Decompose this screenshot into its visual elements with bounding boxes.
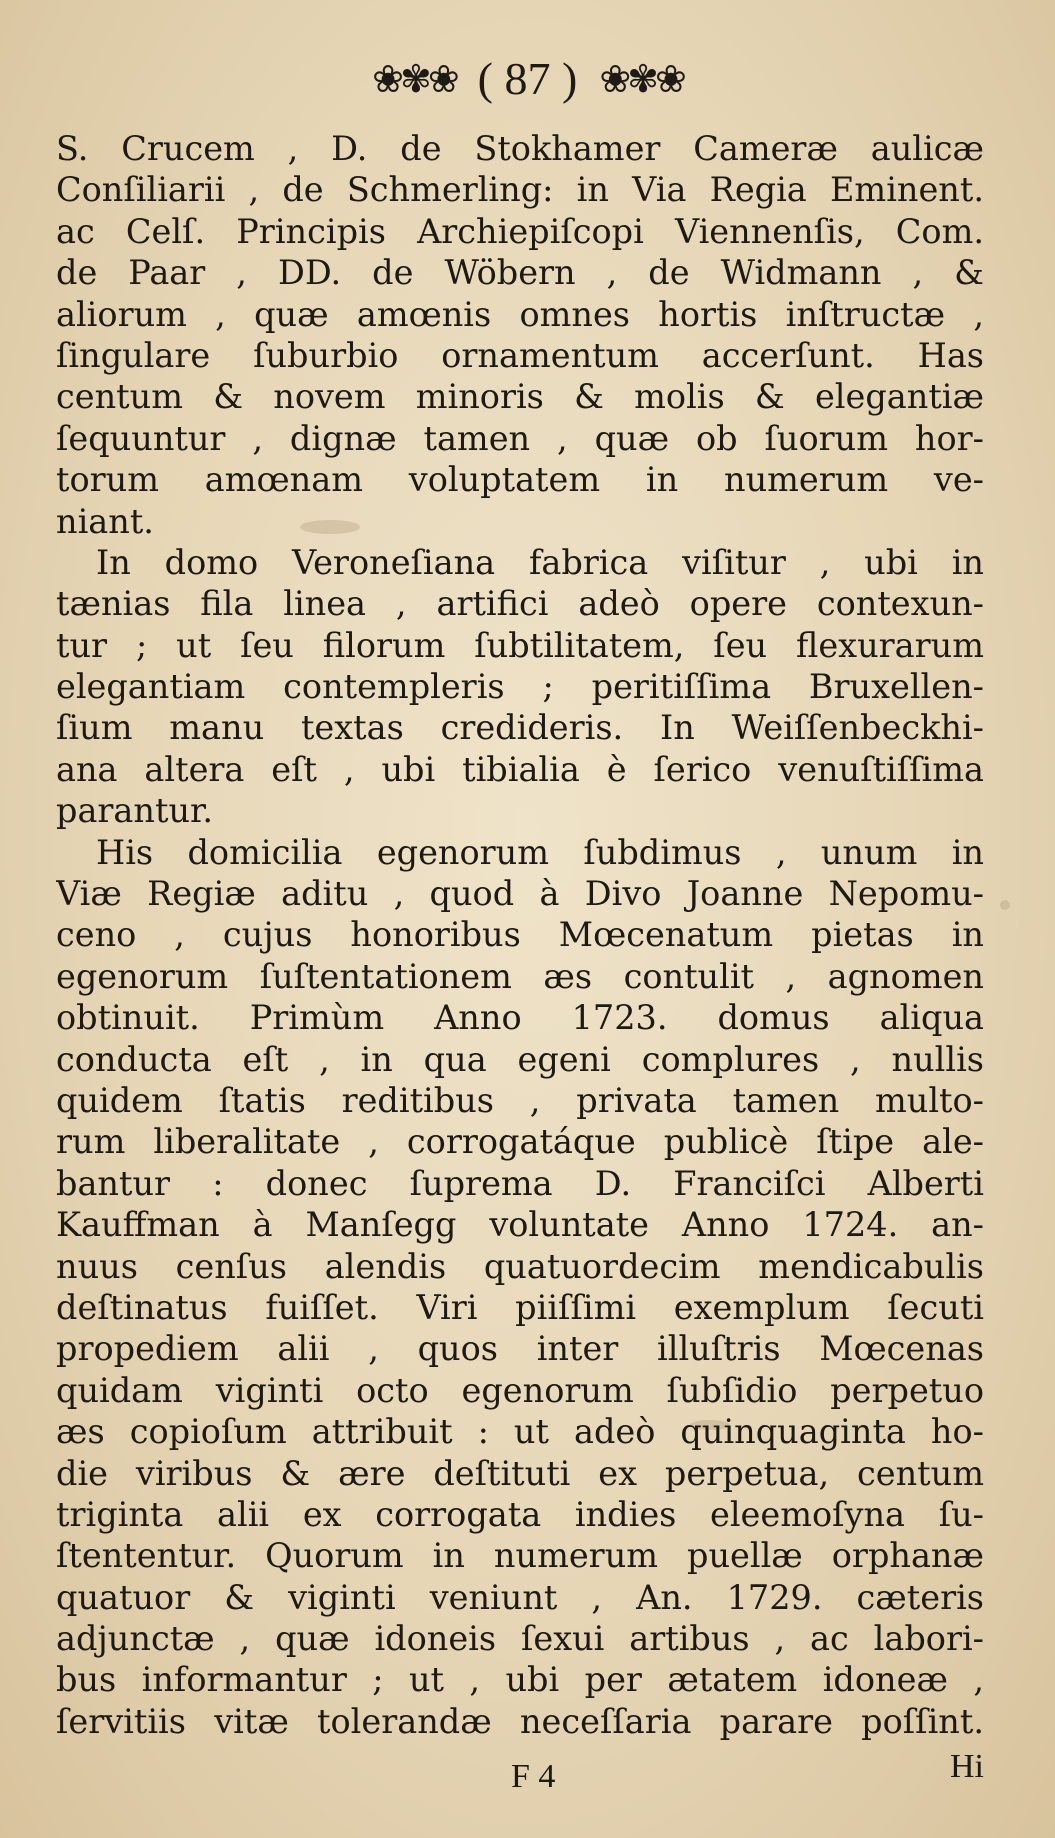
ornament-right-icon: ❀✾❀	[599, 56, 683, 101]
text-line: conducta eſt , in qua egeni complures , nullis	[56, 1039, 984, 1079]
text-line: nuus cenſus alendis quatuordecim mendicabulis	[56, 1246, 984, 1286]
signature-mark: F 4	[511, 1758, 556, 1795]
ornament-left-icon: ❀✾❀	[372, 56, 456, 101]
text-line: de Paar , DD. de Wöbern , de Widmann , &	[56, 253, 984, 293]
text-line: ac Celſ. Principis Archiepiſcopi Viennenſis, Com.	[56, 211, 984, 251]
text-line: triginta alii ex corrogata indies eleemoſyna ſu-	[56, 1494, 984, 1534]
text-line: quidem ſtatis reditibus , privata tamen multo-	[56, 1080, 984, 1120]
paragraph-start-line: In domo Veroneſiana fabrica viſitur , ubi in	[96, 542, 984, 582]
text-line: ſequuntur , dignæ tamen , quæ ob ſuorum hor-	[56, 418, 984, 458]
text-line: quatuor & viginti veniunt , An. 1729. cæteris	[56, 1577, 984, 1617]
text-line: tur ; ut ſeu filorum ſubtilitatem, ſeu flexurarum	[56, 625, 984, 665]
text-line: quidam viginti octo egenorum ſubſidio perpetuo	[56, 1370, 984, 1410]
text-line: S. Crucem , D. de Stokhamer Cameræ aulicæ	[56, 129, 984, 168]
text-line: centum & novem minoris & molis & elegantiæ	[56, 377, 984, 417]
text-line: tænias fila linea , artifici adeò opere contexun-	[56, 584, 984, 624]
text-line: ana altera eſt , ubi tibialia è ſerico venuſtiſſima	[56, 749, 984, 789]
text-line: adjunctæ , quæ idoneis ſexui artibus , ac labori-	[56, 1619, 984, 1659]
text-line: die viribus & ære deſtituti ex perpetua, centum	[56, 1453, 984, 1493]
text-line: æs copioſum attribuit : ut adeò quinquaginta ho-	[56, 1412, 984, 1452]
page-footer	[56, 1748, 984, 1808]
text-line: bantur : donec ſuprema D. Franciſci Alberti	[56, 1163, 984, 1203]
text-line: aliorum , quæ amœnis omnes hortis inſtructæ ,	[56, 294, 984, 334]
page-number: ( 87 )	[477, 53, 578, 104]
text-line: niant.	[56, 501, 154, 541]
text-line: parantur.	[56, 791, 213, 831]
text-line: ſingulare ſuburbio ornamentum accerſunt. Has	[56, 335, 984, 375]
text-line: ſium manu textas credideris. In Weiſſenbeckhi-	[56, 708, 984, 748]
text-line: rum liberalitate , corrogatáque publicè ſtipe ale-	[56, 1122, 984, 1162]
text-line: ſervitiis vitæ tolerandæ neceſſaria parare poſſint.	[56, 1701, 984, 1741]
text-line: deſtinatus fuiſſet. Viri piiſſimi exemplum ſecuti	[56, 1287, 984, 1327]
page-body-text	[56, 128, 984, 1742]
text-line: elegantiam contempleris ; peritiſſima Bruxellen-	[56, 667, 984, 707]
text-line: torum amœnam voluptatem in numerum ve-	[56, 460, 984, 500]
text-line: ceno , cujus honoribus Mœcenatum pietas in	[56, 915, 984, 955]
text-line: ſtententur. Quorum in numerum puellæ orphanæ	[56, 1536, 984, 1576]
catchword: Hi	[950, 1748, 984, 1785]
paper-stain	[1000, 900, 1010, 910]
text-line: propediem alii , quos inter illuſtris Mœcenas	[56, 1329, 984, 1369]
text-line: Viæ Regiæ aditu , quod à Divo Joanne Nepomu-	[56, 874, 984, 914]
text-line: bus informantur ; ut , ubi per ætatem idoneæ ,	[56, 1660, 984, 1700]
text-line: Conſiliarii , de Schmerling: in Via Regia Eminent.	[56, 170, 984, 210]
page-header	[0, 52, 1055, 105]
text-line: Kauffman à Manſegg voluntate Anno 1724. an-	[56, 1205, 984, 1245]
text-line: obtinuit. Primùm Anno 1723. domus aliqua	[56, 998, 984, 1038]
text-line: egenorum ſuſtentationem æs contulit , agnomen	[56, 956, 984, 996]
paragraph-start-line: His domicilia egenorum ſubdimus , unum in	[96, 832, 984, 872]
